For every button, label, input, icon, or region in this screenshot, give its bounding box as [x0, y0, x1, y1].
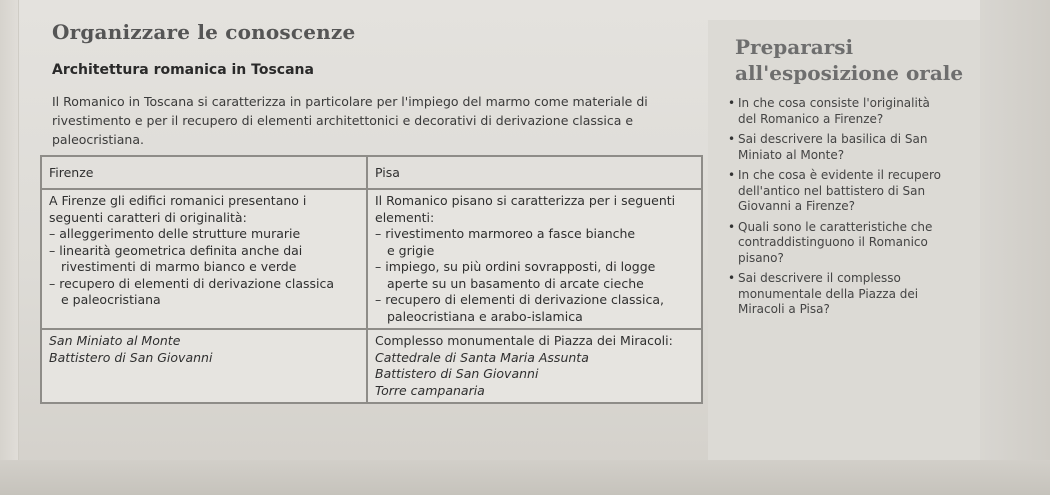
intro-line: rivestimento e per il recupero di elementi architettonici e decorativi di derivazione classica e	[52, 113, 634, 128]
side-title-line: all'esposizione orale	[735, 61, 964, 85]
previous-page-margin	[0, 0, 19, 495]
question-item	[728, 168, 978, 215]
question-item	[728, 271, 978, 318]
table-row-monuments	[41, 329, 702, 403]
architecture-table	[40, 155, 703, 404]
question-line: • Quali sono le caratteristiche che	[738, 219, 933, 234]
cell-line: paleocristiana e arabo-islamica	[387, 308, 583, 324]
header-pisa: Pisa	[367, 156, 702, 189]
side-title-line: Prepararsi	[735, 35, 854, 59]
question-item	[728, 96, 978, 127]
monument-item: Torre campanaria	[375, 382, 485, 398]
cell-line: elementi:	[375, 209, 435, 225]
cell-line: – impiego, su più ordini sovrapposti, di logge	[375, 259, 656, 274]
question-line: • In che cosa consiste l'originalità	[738, 96, 930, 110]
question-line: Giovanni a Firenze?	[738, 199, 856, 213]
question-list	[728, 96, 978, 323]
page-edge-right	[980, 0, 1050, 495]
cell-line: Il Romanico pisano si caratterizza per i seguenti	[375, 193, 676, 208]
question-line: • In che cosa è evidente il recupero	[738, 168, 941, 182]
intro-line: Il Romanico in Toscana si caratterizza in particolare per l'impiego del marmo come materiale di	[52, 94, 648, 109]
cell-line: – linearità geometrica definita anche dai	[49, 242, 303, 258]
side-title	[735, 34, 963, 86]
question-line: dell'antico nel battistero di San	[738, 183, 926, 198]
cell-line: e grigie	[387, 242, 435, 258]
cell-line: aperte su un basamento di arcate cieche	[387, 275, 644, 291]
question-line: Miniato al Monte?	[738, 147, 845, 162]
cell-pisa-characteristics	[367, 189, 702, 329]
question-line: pisano?	[738, 250, 784, 265]
cell-line: – recupero di elementi di derivazione classica,	[375, 292, 665, 307]
cell-line: A Firenze gli edifici romanici presentano i	[49, 193, 307, 208]
question-line: • Sai descrivere il complesso	[738, 271, 901, 285]
question-line: contraddistinguono il Romanico	[738, 235, 928, 249]
question-line: del Romanico a Firenze?	[738, 111, 884, 126]
question-line: • Sai descrivere la basilica di San	[738, 132, 928, 146]
question-item	[728, 132, 978, 163]
cell-pisa-monuments	[367, 329, 702, 403]
cell-line: seguenti caratteri di originalità:	[49, 209, 247, 225]
intro-paragraph	[52, 92, 702, 149]
cell-line: – recupero di elementi di derivazione classica	[49, 275, 335, 291]
cell-firenze-monuments	[41, 329, 367, 403]
cell-line: e paleocristiana	[61, 292, 161, 307]
question-line: Miracoli a Pisa?	[738, 302, 830, 316]
table-row-characteristics	[41, 189, 702, 329]
page-edge-bottom	[0, 460, 1050, 495]
monument-item: Battistero di San Giovanni	[49, 349, 213, 365]
intro-line: paleocristiana.	[52, 132, 144, 147]
monument-group-title: Complesso monumentale di Piazza dei Miracoli:	[375, 333, 673, 348]
cell-firenze-characteristics	[41, 189, 367, 329]
article-heading: Architettura romanica in Toscana	[52, 62, 314, 78]
cell-line: – alleggerimento delle strutture murarie	[49, 226, 301, 241]
monument-item: San Miniato al Monte	[49, 333, 181, 348]
monument-item: Battistero di San Giovanni	[375, 366, 539, 381]
header-firenze: Firenze	[41, 156, 367, 189]
monument-item: Cattedrale di Santa Maria Assunta	[375, 349, 589, 365]
cell-line: – rivestimento marmoreo a fasce bianche	[375, 226, 636, 241]
section-title: Organizzare le conoscenze	[52, 20, 356, 44]
table-header-row	[41, 156, 702, 189]
question-item	[728, 220, 978, 267]
cell-line: rivestimenti di marmo bianco e verde	[61, 259, 297, 274]
question-line: monumentale della Piazza dei	[738, 286, 919, 301]
